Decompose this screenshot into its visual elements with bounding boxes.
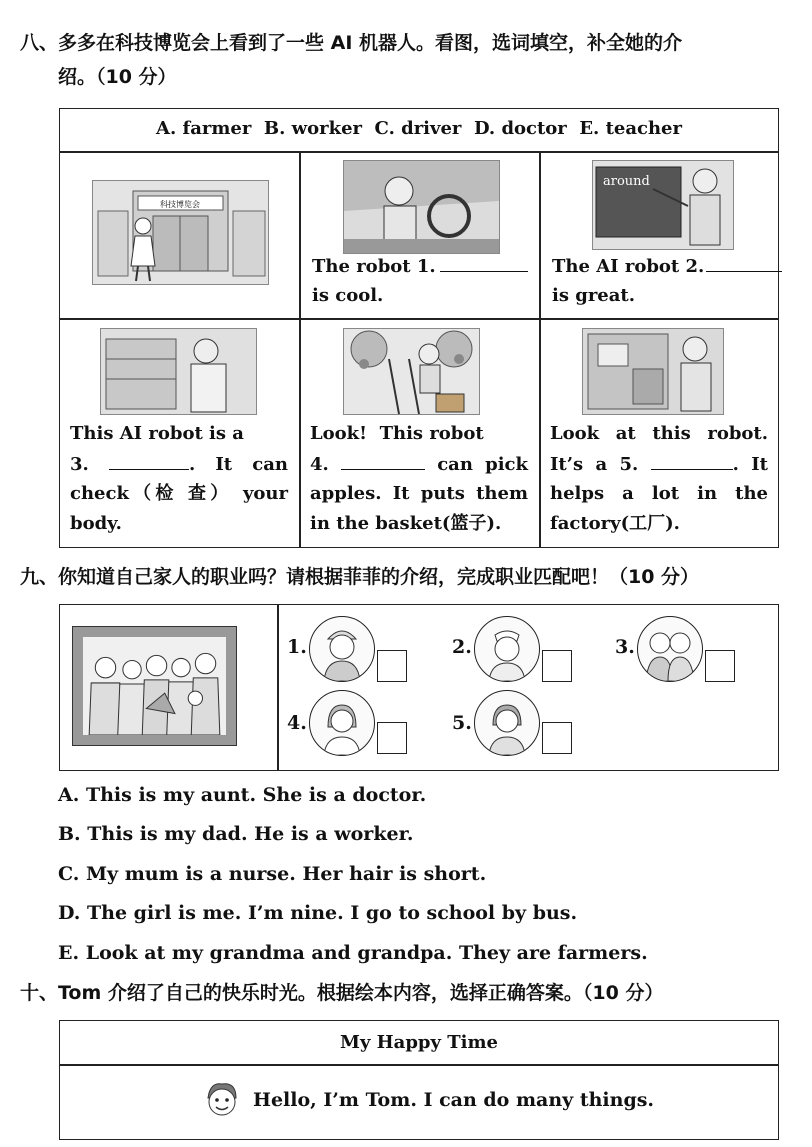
cell4-text-line3: apples. It puts them bbox=[310, 483, 528, 504]
match-number-1: 1. bbox=[287, 636, 307, 658]
sentence-a: A. This is my aunt. She is a doctor. bbox=[58, 784, 427, 806]
sentence-d: D. The girl is me. I’m nine. I go to school by bus. bbox=[58, 902, 578, 924]
farmer-grandparents-portrait bbox=[637, 616, 703, 682]
expo-sign-text: 科技博览会 bbox=[160, 200, 200, 209]
cell4-text-line1: Look! This robot bbox=[310, 423, 484, 444]
answer-box-5[interactable] bbox=[542, 722, 572, 754]
cell5-text-line4: factory(工厂). bbox=[550, 513, 680, 534]
cell4-text-line4: in the basket(篮子). bbox=[310, 513, 502, 534]
section8-heading-line1: 八、多多在科技博览会上看到了一些 AI 机器人。看图，选词填空，补全她的介 bbox=[20, 32, 683, 54]
cell3-text-line4: body. bbox=[70, 513, 122, 534]
answer-box-2[interactable] bbox=[542, 650, 572, 682]
cell3-text-line3: check（检 查） your bbox=[70, 483, 288, 504]
cell5-text-line3: helps a lot in the bbox=[550, 483, 768, 504]
section8-heading-line2: 绍。（10 分） bbox=[58, 66, 177, 88]
match-number-2: 2. bbox=[452, 636, 472, 658]
match-number-4: 4. bbox=[287, 712, 307, 734]
story-intro-text: Hello, I’m Tom. I can do many things. bbox=[253, 1089, 655, 1111]
robot-doctor-picture bbox=[100, 328, 257, 415]
answer-box-3[interactable] bbox=[705, 650, 735, 682]
answer-blank-3[interactable] bbox=[109, 449, 189, 470]
cell1-text-line1: The robot 1. bbox=[312, 251, 528, 282]
blackboard-text: around bbox=[603, 174, 650, 189]
worker-dad-portrait bbox=[309, 616, 375, 682]
answer-blank-4[interactable] bbox=[341, 449, 425, 470]
cell2-text-line2: is great. bbox=[552, 285, 636, 306]
sentence-b: B. This is my dad. He is a worker. bbox=[58, 823, 414, 845]
answer-box-4[interactable] bbox=[377, 722, 407, 754]
girl-portrait bbox=[474, 690, 540, 756]
answer-box-1[interactable] bbox=[377, 650, 407, 682]
story-title: My Happy Time bbox=[340, 1032, 498, 1053]
robot-driver-picture bbox=[343, 160, 500, 254]
cell3-text-line1: This AI robot is a bbox=[70, 423, 244, 444]
sentence-c: C. My mum is a nurse. Her hair is short. bbox=[58, 863, 487, 885]
nurse-mum-portrait bbox=[474, 616, 540, 682]
cell2-text-line1: The AI robot 2. bbox=[552, 251, 782, 282]
robot-teacher-picture bbox=[592, 160, 734, 250]
expo-girl-picture bbox=[92, 180, 269, 285]
answer-blank-5[interactable] bbox=[651, 449, 733, 470]
answer-blank-2[interactable] bbox=[706, 251, 782, 272]
family-photo-frame bbox=[72, 626, 237, 746]
match-number-3: 3. bbox=[615, 636, 635, 658]
robot-farmer-picture bbox=[343, 328, 480, 415]
cell5-text-line2: It’s a 5. . It bbox=[550, 449, 768, 480]
cell1-text-line2: is cool. bbox=[312, 285, 384, 306]
family-photo bbox=[83, 637, 226, 735]
cell5-text-line1: Look at this robot. bbox=[550, 423, 768, 444]
section10-heading: 十、Tom 介绍了自己的快乐时光。根据绘本内容，选择正确答案。（10 分） bbox=[20, 982, 664, 1004]
sentence-e: E. Look at my grandma and grandpa. They are farmers. bbox=[58, 942, 648, 964]
tom-avatar bbox=[200, 1078, 244, 1122]
answer-blank-1[interactable] bbox=[440, 251, 528, 272]
cell3-text-line2: 3. . It can bbox=[70, 449, 288, 480]
match-number-5: 5. bbox=[452, 712, 472, 734]
section9-heading: 九、你知道自己家人的职业吗？请根据菲菲的介绍，完成职业匹配吧！（10 分） bbox=[20, 566, 700, 588]
robot-worker-picture bbox=[582, 328, 724, 415]
doctor-aunt-portrait bbox=[309, 690, 375, 756]
word-options: A. farmer B. worker C. driver D. doctor E. teacher bbox=[155, 118, 682, 139]
cell4-text-line2: 4. can pick bbox=[310, 449, 528, 480]
